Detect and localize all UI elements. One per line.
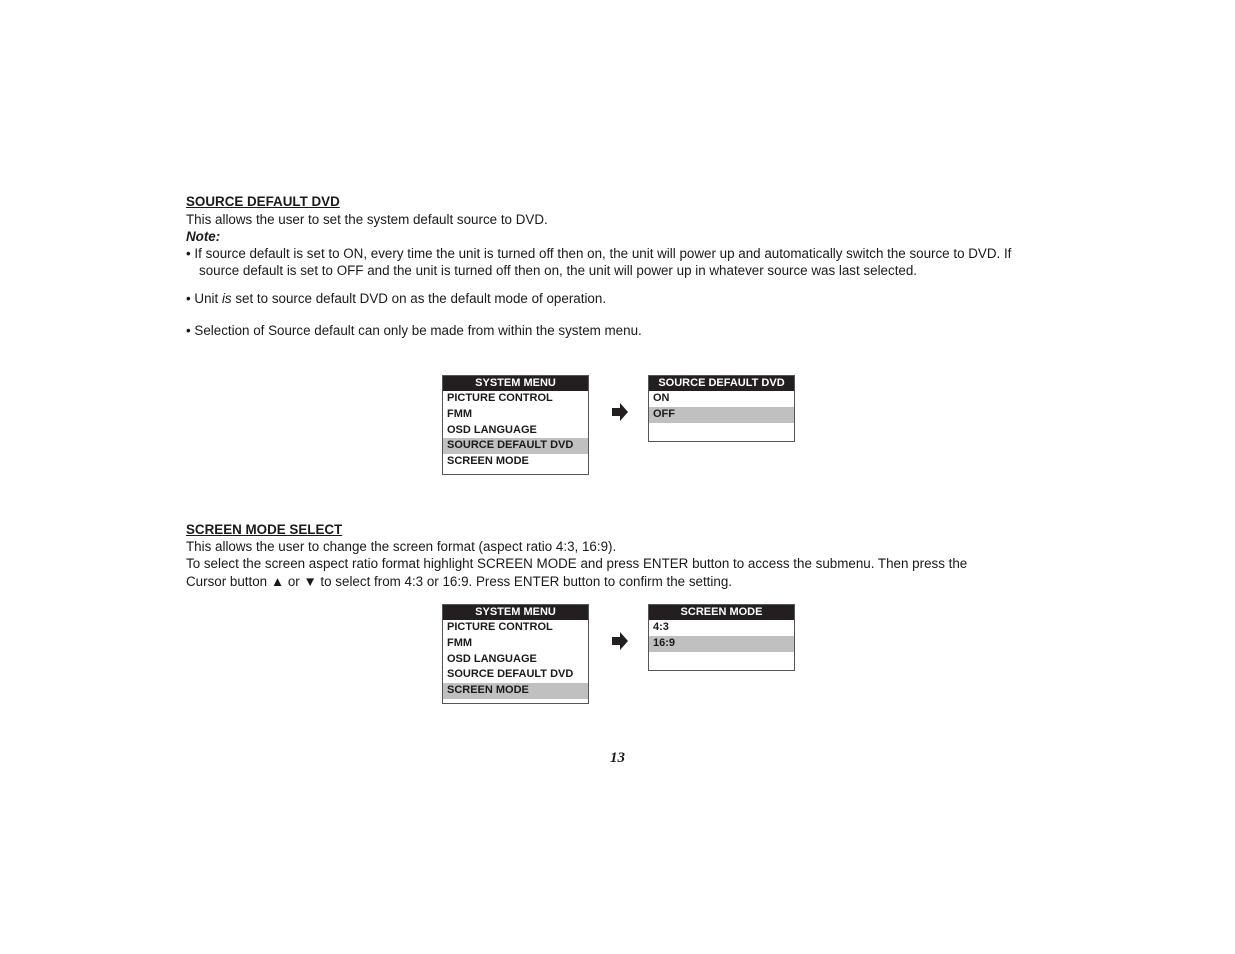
system-menu-diagram-2 (442, 604, 589, 704)
bullet-2-pre: • Unit (186, 291, 222, 306)
menu-item-osd-language: OSD LANGUAGE (447, 423, 537, 436)
section-2-line-2: To select the screen aspect ratio format highlight SCREEN MODE and press ENTER button to access the submenu. Then press the (186, 556, 968, 571)
right-arrow-icon (611, 402, 629, 422)
submenu-item-off-selected: OFF (649, 407, 794, 423)
menu-item-screen-mode-selected: SCREEN MODE (443, 683, 588, 699)
bullet-2 (186, 290, 606, 307)
bullet-1-line-1: • If source default is set to ON, every time the unit is turned off then on, the unit will power up and automatically switch the source to DVD. If (186, 246, 1012, 261)
bullet-3: • Selection of Source default can only be made from within the system menu. (186, 323, 642, 338)
submenu-title: SOURCE DEFAULT DVD (649, 376, 794, 391)
submenu-title: SCREEN MODE (649, 605, 794, 620)
menu-item-source-default-dvd: SOURCE DEFAULT DVD (447, 668, 574, 681)
section-2-line-1: This allows the user to change the screen format (aspect ratio 4:3, 16:9). (186, 539, 617, 554)
screen-mode-submenu (648, 604, 795, 671)
submenu-item-16-9-selected: 16:9 (649, 636, 794, 652)
menu-item-picture-control: PICTURE CONTROL (447, 392, 553, 404)
right-arrow-icon (611, 631, 629, 651)
bullet-2-post: set to source default DVD on as the default mode of operation. (231, 291, 607, 306)
menu-item-osd-language: OSD LANGUAGE (447, 652, 537, 665)
menu-item-screen-mode: SCREEN MODE (447, 455, 529, 468)
submenu-item-4-3: 4:3 (653, 621, 669, 633)
section-intro: This allows the user to set the system default source to DVD. (186, 212, 548, 227)
note-label: Note: (186, 229, 221, 244)
menu-item-picture-control: PICTURE CONTROL (447, 621, 553, 633)
system-menu-title: SYSTEM MENU (443, 376, 588, 391)
system-menu-diagram-1 (442, 375, 589, 475)
section-heading-source-default: SOURCE DEFAULT DVD (186, 194, 340, 209)
bullet-1-line-2: source default is set to OFF and the unit is turned off then on, the unit will power up in whatever source was last selected. (199, 263, 918, 278)
menu-item-fmm: FMM (447, 636, 473, 649)
menu-item-source-default-dvd-selected: SOURCE DEFAULT DVD (443, 438, 588, 454)
source-default-submenu (648, 375, 795, 442)
submenu-item-on: ON (653, 392, 670, 404)
page-number: 13 (610, 750, 625, 766)
system-menu-title: SYSTEM MENU (443, 605, 588, 620)
menu-item-fmm: FMM (447, 407, 473, 420)
section-2-line-3: Cursor button ▲ or ▼ to select from 4:3 or 16:9. Press ENTER button to confirm the setting. (186, 574, 732, 589)
section-heading-screen-mode: SCREEN MODE SELECT (186, 522, 343, 537)
bullet-2-emphasis: is (221, 291, 232, 306)
